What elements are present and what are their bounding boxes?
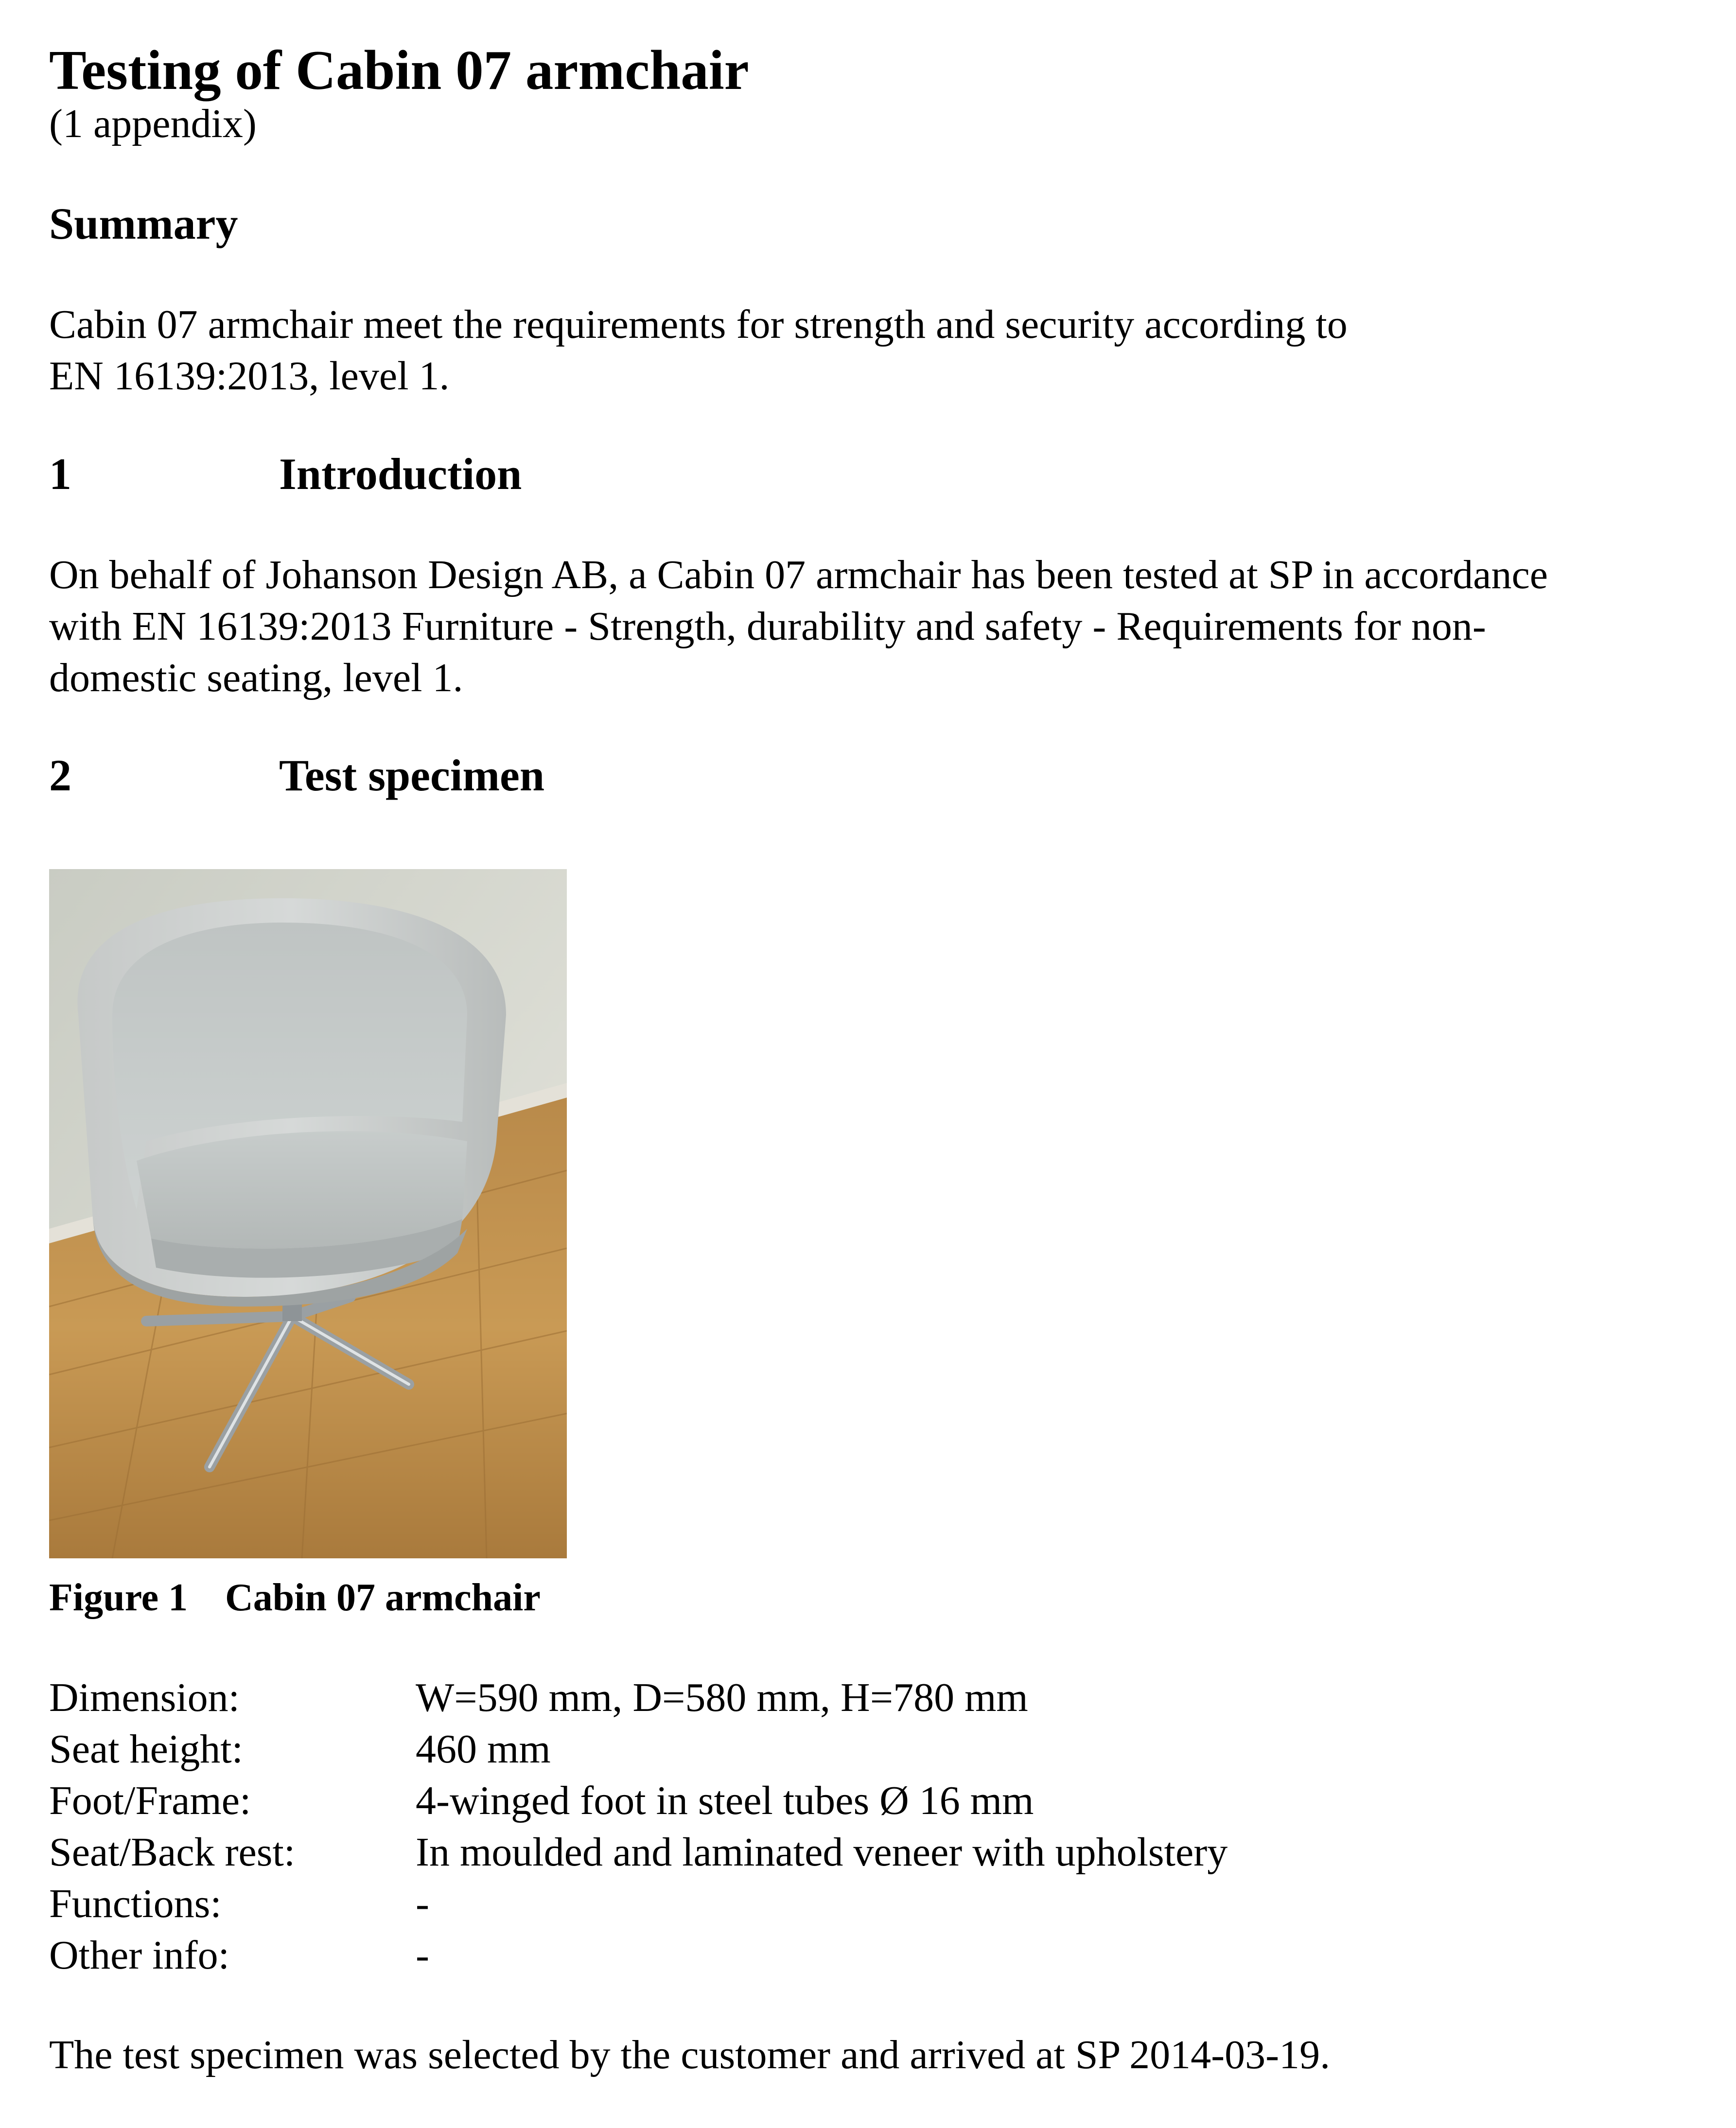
test-specimen-heading: Test specimen xyxy=(279,750,545,800)
closing-paragraph: The test specimen was selected by the customer and arrived at SP 2014-03-19. xyxy=(49,2032,1331,2077)
spec-label: Seat height: xyxy=(49,1727,243,1772)
document-title: Testing of Cabin 07 armchair xyxy=(49,39,749,101)
spec-label: Dimension: xyxy=(49,1675,240,1720)
spec-value: In moulded and laminated veneer with upholstery xyxy=(416,1830,1228,1875)
spec-value: - xyxy=(416,1933,429,1978)
spec-row xyxy=(49,1930,1227,1981)
spec-label: Seat/Back rest: xyxy=(49,1830,296,1875)
specimen-specs xyxy=(49,1672,1227,1981)
appendix-note: (1 appendix) xyxy=(49,101,257,146)
armchair-photo xyxy=(49,869,567,1558)
spec-row xyxy=(49,1724,1227,1775)
spec-row xyxy=(49,1878,1227,1930)
figure-label: Figure 1 xyxy=(49,1576,188,1619)
spec-value: 460 mm xyxy=(416,1727,551,1772)
introduction-section-number: 1 xyxy=(49,449,71,499)
summary-paragraph xyxy=(49,299,1348,402)
introduction-paragraph xyxy=(49,549,1548,704)
introduction-heading: Introduction xyxy=(279,449,522,499)
test-specimen-section-number: 2 xyxy=(49,750,71,800)
spec-label: Foot/Frame: xyxy=(49,1778,251,1823)
introduction-line: with EN 16139:2013 Furniture - Strength, durability and safety - Requirements for non- xyxy=(49,604,1486,649)
summary-line: Cabin 07 armchair meet the requirements for strength and security according to xyxy=(49,302,1348,347)
spec-row xyxy=(49,1672,1227,1724)
summary-heading: Summary xyxy=(49,199,238,248)
figure-caption xyxy=(49,1572,541,1623)
spec-value: - xyxy=(416,1881,429,1926)
spec-value: 4-winged foot in steel tubes Ø 16 mm xyxy=(416,1778,1034,1823)
figure-caption-text: Cabin 07 armchair xyxy=(225,1576,541,1619)
spec-value: W=590 mm, D=580 mm, H=780 mm xyxy=(416,1675,1028,1720)
summary-line: EN 16139:2013, level 1. xyxy=(49,353,450,399)
introduction-line: On behalf of Johanson Design AB, a Cabin 07 armchair has been tested at SP in accordance xyxy=(49,552,1548,597)
spec-row xyxy=(49,1827,1227,1878)
spec-label: Functions: xyxy=(49,1881,222,1926)
spec-row xyxy=(49,1775,1227,1827)
spec-label: Other info: xyxy=(49,1933,229,1978)
introduction-line: domestic seating, level 1. xyxy=(49,655,463,700)
